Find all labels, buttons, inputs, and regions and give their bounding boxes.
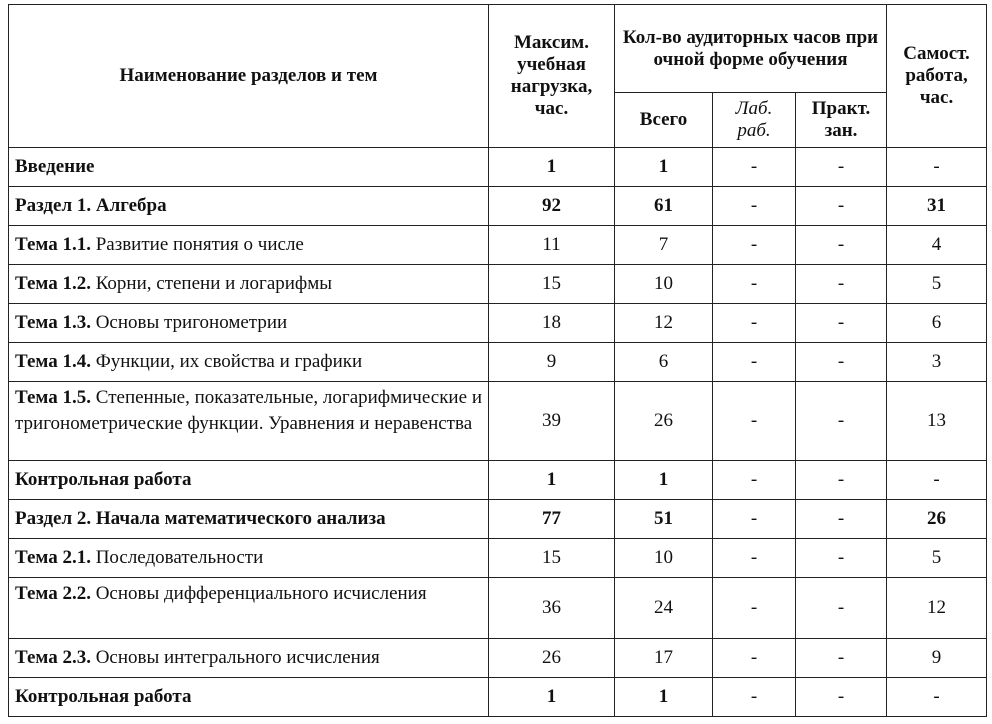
cell-pract: - [796,678,887,717]
table-row [9,148,987,187]
cell-pract: - [796,539,887,578]
cell-self: 5 [887,539,987,578]
cell-total: 1 [615,461,713,500]
cell-self: 3 [887,343,987,382]
cell-self: 9 [887,639,987,678]
cell-total: 7 [615,226,713,265]
cell-lab: - [713,148,796,187]
cell-self: 13 [887,382,987,461]
cell-pract: - [796,578,887,639]
header-max-load: Максим. учебная нагрузка, час. [489,5,615,148]
table-row [9,265,987,304]
row-text: Корни, степени и логарифмы [95,273,333,294]
cell-pract: - [796,304,887,343]
row-label: Введение [15,156,95,177]
header-self-study: Самост. работа, час. [887,5,987,148]
cell-max: 15 [489,539,615,578]
row-label: Тема 1.1. [15,234,91,255]
row-name [9,461,489,500]
row-label: Контрольная работа [15,469,192,490]
cell-self: 31 [887,187,987,226]
cell-pract: - [796,187,887,226]
cell-pract: - [796,148,887,187]
table-row [9,461,987,500]
cell-max: 11 [489,226,615,265]
row-label: Тема 2.2. [15,583,91,604]
table-row [9,304,987,343]
cell-pract: - [796,639,887,678]
cell-total: 17 [615,639,713,678]
row-name [9,148,489,187]
row-name [9,382,489,461]
row-label: Раздел 2. Начала математического анализа [15,508,386,529]
row-text: Функции, их свойства и графики [95,351,363,372]
header-section-name: Наименование разделов и тем [9,5,489,148]
row-name [9,265,489,304]
cell-lab: - [713,461,796,500]
header-lab: Лаб. раб. [713,93,796,148]
cell-self: - [887,678,987,717]
row-name [9,578,489,639]
cell-lab: - [713,539,796,578]
table-row [9,226,987,265]
cell-max: 36 [489,578,615,639]
table-row [9,500,987,539]
cell-max: 9 [489,343,615,382]
table-row [9,639,987,678]
row-label: Тема 1.2. [15,273,91,294]
cell-max: 26 [489,639,615,678]
cell-pract: - [796,382,887,461]
cell-max: 1 [489,148,615,187]
cell-self: - [887,461,987,500]
cell-max: 1 [489,461,615,500]
cell-pract: - [796,461,887,500]
cell-max: 18 [489,304,615,343]
cell-lab: - [713,639,796,678]
cell-total: 24 [615,578,713,639]
row-text: Последовательности [95,547,264,568]
row-label: Тема 2.3. [15,647,91,668]
row-name [9,187,489,226]
row-name [9,539,489,578]
table-row [9,678,987,717]
cell-total: 10 [615,265,713,304]
table-row [9,343,987,382]
cell-total: 1 [615,148,713,187]
cell-lab: - [713,500,796,539]
cell-self: - [887,148,987,187]
table-row [9,578,987,639]
row-name [9,226,489,265]
cell-lab: - [713,265,796,304]
cell-total: 10 [615,539,713,578]
row-label: Раздел 1. Алгебра [15,195,167,216]
row-label: Контрольная работа [15,686,192,707]
cell-lab: - [713,304,796,343]
row-text: Развитие понятия о числе [95,234,304,255]
cell-self: 6 [887,304,987,343]
cell-total: 61 [615,187,713,226]
row-label: Тема 2.1. [15,547,91,568]
cell-total: 1 [615,678,713,717]
cell-lab: - [713,578,796,639]
table-row [9,187,987,226]
course-plan-table [8,4,987,717]
row-text: Основы дифференциального исчисления [95,583,427,604]
cell-self: 5 [887,265,987,304]
header-auditory-hours: Кол-во аудиторных часов при очной форме обучения [615,5,887,93]
cell-lab: - [713,226,796,265]
header-practice: Практ. зан. [796,93,887,148]
cell-max: 15 [489,265,615,304]
row-text: Основы интегрального исчисления [95,647,380,668]
row-text: Степенные, показательные, логарифмические и тригонометрические функции. Уравнения и неравенства [15,387,482,434]
cell-self: 12 [887,578,987,639]
row-name [9,500,489,539]
row-text: Основы тригонометрии [95,312,288,333]
table-row [9,539,987,578]
header-total: Всего [615,93,713,148]
cell-lab: - [713,678,796,717]
cell-lab: - [713,187,796,226]
row-name [9,304,489,343]
row-label: Тема 1.4. [15,351,91,372]
cell-pract: - [796,500,887,539]
row-label: Тема 1.5. [15,387,91,408]
cell-total: 6 [615,343,713,382]
cell-max: 92 [489,187,615,226]
cell-pract: - [796,265,887,304]
cell-total: 51 [615,500,713,539]
cell-pract: - [796,226,887,265]
cell-self: 4 [887,226,987,265]
row-name [9,343,489,382]
cell-lab: - [713,343,796,382]
cell-self: 26 [887,500,987,539]
cell-pract: - [796,343,887,382]
cell-lab: - [713,382,796,461]
cell-total: 12 [615,304,713,343]
row-name [9,639,489,678]
cell-max: 39 [489,382,615,461]
table-row [9,382,987,461]
cell-max: 1 [489,678,615,717]
cell-max: 77 [489,500,615,539]
cell-total: 26 [615,382,713,461]
row-label: Тема 1.3. [15,312,91,333]
row-name [9,678,489,717]
